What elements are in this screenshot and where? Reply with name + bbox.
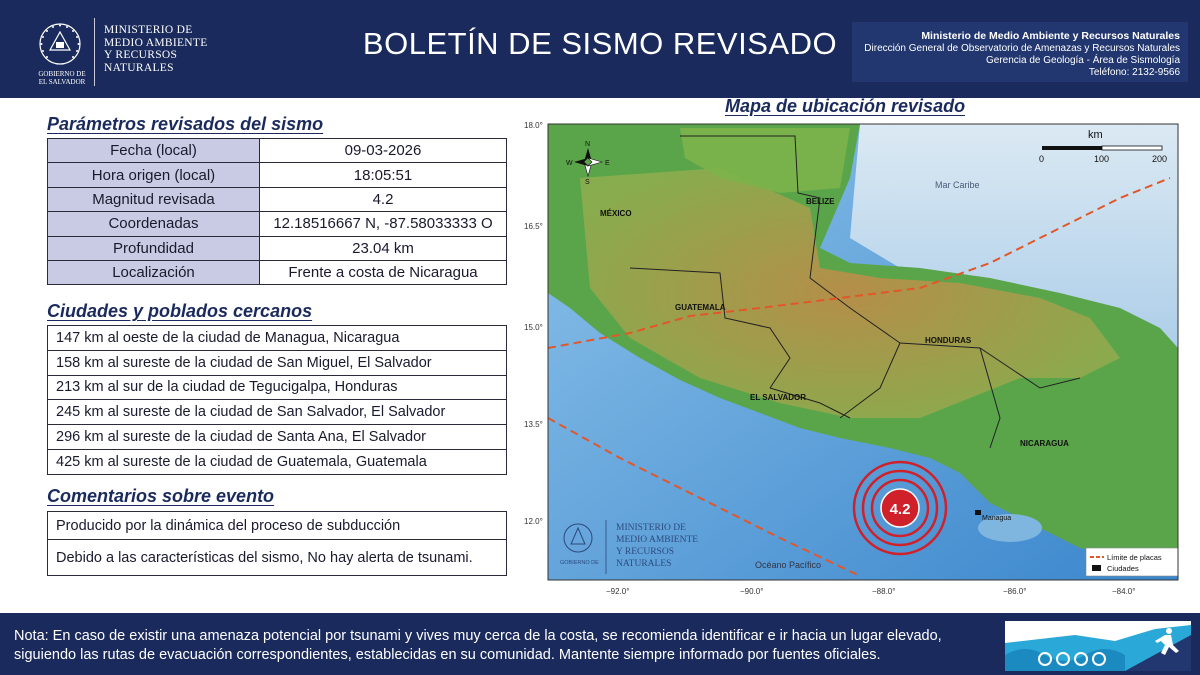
city-distance: 296 km al sureste de la ciudad de Santa Ana, El Salvador — [48, 425, 507, 450]
legend-cities: Ciudades — [1107, 564, 1139, 573]
params-table — [47, 138, 507, 285]
compass-s: S — [585, 179, 590, 186]
compass-n: N — [585, 141, 591, 148]
lon-tick: −88.0° — [872, 587, 896, 596]
table-row — [48, 212, 507, 236]
param-label: Hora origen (local) — [48, 163, 260, 187]
logo-divider — [94, 18, 95, 86]
table-row — [48, 449, 507, 474]
table-row — [48, 400, 507, 425]
cities-table — [47, 325, 507, 475]
country-label-el-salvador: EL SALVADOR — [750, 393, 807, 402]
legend-plates: Límite de placas — [1107, 553, 1162, 562]
param-label: Fecha (local) — [48, 139, 260, 163]
table-row — [48, 375, 507, 400]
map-svg — [520, 118, 1184, 598]
table-row — [48, 512, 507, 540]
country-label-mexico: MÉXICO — [600, 209, 632, 218]
national-seal-icon — [38, 22, 82, 66]
government-label — [32, 70, 92, 86]
tsunami-note: Nota: En caso de existir una amenaza potencial por tsunami y vives muy cerca de la costa, se recomienda identificar e ir hacia un lugar elevado, siguiendo las rutas de evacuación correspondientes, establecidas en su comunidad. Mantente siempre informado por fuentes oficiales. — [14, 628, 942, 663]
country-label-nicaragua: NICARAGUA — [1020, 439, 1069, 448]
params-heading: Parámetros revisados del sismo — [47, 114, 324, 134]
city-label: Managua — [982, 515, 1012, 522]
ministry-line: MEDIO AMBIENTE — [104, 36, 208, 49]
institution-department: Gerencia de Geología - Área de Sismología — [986, 55, 1180, 66]
table-row — [48, 425, 507, 450]
lat-tick: 13.5° — [524, 420, 543, 429]
param-label: Profundidad — [48, 236, 260, 260]
table-row — [48, 236, 507, 260]
ministry-line: NATURALES — [104, 61, 174, 74]
gob-line: GOBIERNO DE EL SALVADOR — [38, 70, 86, 86]
compass-e: E — [605, 160, 610, 167]
param-value: 4.2 — [260, 187, 507, 211]
param-label: Magnitud revisada — [48, 187, 260, 211]
city-distance: 158 km al sureste de la ciudad de San Miguel, El Salvador — [48, 350, 507, 375]
watermark-line: MINISTERIO DE — [616, 523, 686, 533]
comments-heading: Comentarios sobre evento — [47, 486, 275, 506]
scale-tick: 200 — [1152, 154, 1168, 164]
latitude-ticks — [524, 121, 543, 526]
table-row — [48, 187, 507, 211]
ministry-logo — [32, 14, 222, 90]
param-label: Coordenadas — [48, 212, 260, 236]
comments-table — [47, 511, 507, 576]
watermark-line: NATURALES — [616, 559, 672, 569]
evacuation-image — [1005, 621, 1191, 671]
param-value: Frente a costa de Nicaragua — [260, 260, 507, 284]
lon-tick: −90.0° — [740, 587, 764, 596]
epicenter-magnitude: 4.2 — [889, 501, 911, 518]
lon-tick: −86.0° — [1003, 587, 1027, 596]
country-label-honduras: HONDURAS — [925, 336, 972, 345]
table-row — [48, 163, 507, 187]
map-title: Mapa de ubicación revisado — [725, 96, 966, 116]
tsunami-evacuation-icon — [1005, 621, 1191, 671]
comment-item: Debido a las características del sismo, No hay alerta de tsunami. — [48, 540, 507, 576]
compass-w: W — [566, 160, 573, 167]
param-value: 18:05:51 — [260, 163, 507, 187]
sea-label-caribbean: Mar Caribe — [935, 180, 980, 190]
header-bar — [0, 0, 1200, 98]
institution-info — [852, 22, 1188, 82]
city-distance: 147 km al oeste de la ciudad de Managua, Nicaragua — [48, 326, 507, 351]
ministry-line: MINISTERIO DE — [104, 24, 193, 36]
bulletin-title: BOLETÍN DE SISMO REVISADO — [362, 26, 838, 61]
lon-tick: −84.0° — [1112, 587, 1136, 596]
table-row — [48, 139, 507, 163]
ministry-line: Y RECURSOS — [104, 49, 178, 61]
institution-name: Ministerio de Medio Ambiente y Recursos Naturales — [921, 30, 1180, 42]
param-value: 09-03-2026 — [260, 139, 507, 163]
longitude-ticks — [606, 587, 1135, 596]
table-row — [48, 350, 507, 375]
map-legend — [1086, 548, 1178, 576]
comment-item: Producido por la dinámica del proceso de subducción — [48, 512, 507, 540]
country-label-guatemala: GUATEMALA — [675, 303, 726, 312]
watermark-line: Y RECURSOS — [616, 547, 674, 557]
param-value: 23.04 km — [260, 236, 507, 260]
lon-tick: −92.0° — [606, 587, 630, 596]
city-distance: 213 km al sur de la ciudad de Tegucigalpa, Honduras — [48, 375, 507, 400]
footer-bar — [0, 613, 1200, 675]
param-label: Localización — [48, 260, 260, 284]
city-distance: 425 km al sureste de la ciudad de Guatemala, Guatemala — [48, 449, 507, 474]
watermark-line: MEDIO AMBIENTE — [616, 535, 699, 545]
scale-tick: 0 — [1039, 154, 1045, 164]
location-map — [520, 118, 1184, 598]
scale-unit: km — [1088, 129, 1103, 141]
lat-tick: 15.0° — [524, 323, 543, 332]
lat-tick: 16.5° — [524, 222, 543, 231]
sea-label-pacific: Océano Pacífico — [755, 560, 822, 570]
lat-tick: 18.0° — [524, 121, 543, 130]
param-value: 12.18516667 N, -87.58033333 O — [260, 212, 507, 236]
scale-tick: 100 — [1094, 154, 1110, 164]
ministry-name — [104, 24, 234, 74]
institution-phone: Teléfono: 2132-9566 — [1088, 67, 1180, 78]
watermark-gob: GOBIERNO DE — [560, 560, 599, 566]
city-marker — [975, 510, 981, 515]
institution-direction: Dirección General de Observatorio de Amenazas y Recursos Naturales — [864, 43, 1180, 54]
lat-tick: 12.0° — [524, 517, 543, 526]
table-row — [48, 260, 507, 284]
table-row — [48, 540, 507, 576]
country-label-belize: BELIZE — [806, 197, 835, 206]
cities-heading: Ciudades y poblados cercanos — [47, 301, 313, 321]
table-row — [48, 326, 507, 351]
city-distance: 245 km al sureste de la ciudad de San Salvador, El Salvador — [48, 400, 507, 425]
